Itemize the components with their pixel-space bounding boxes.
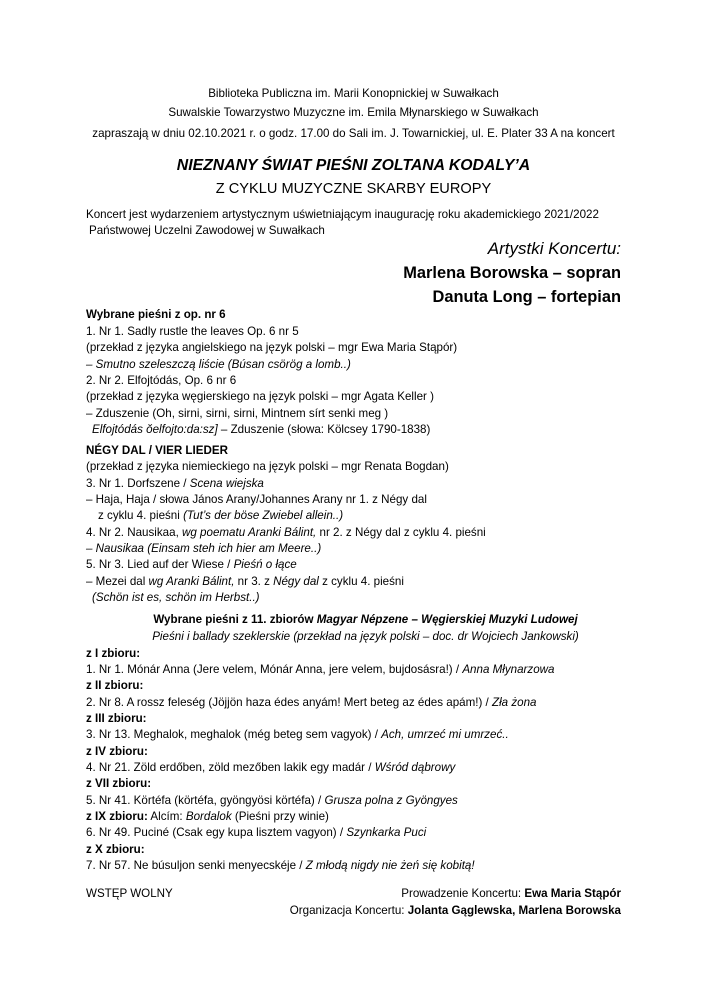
- negy-line-2-b: Scena wiejska: [189, 477, 264, 490]
- concert-host-label: Prowadzenie Koncertu:: [401, 887, 525, 900]
- song-3-a: 3. Nr 13. Meghalok, meghalok (még beteg sem vagyok) /: [86, 728, 382, 741]
- op6-line-7-title: Elfojtódás ŏelfojto:da:sz]: [92, 423, 218, 436]
- concert-organizers-names: Jolanta Gąglewska, Marlena Borowska: [407, 904, 621, 917]
- negy-line-7-b: Pieśń o łące: [233, 558, 297, 571]
- song-3-b: Ach, umrzeć mi umrzeć..: [381, 728, 509, 741]
- collection-9-a: Alcím:: [147, 810, 186, 823]
- concert-organizers: [290, 903, 621, 918]
- op6-line-5: (przekład z języka węgierskiego na język polski – mgr Agata Keller ): [86, 390, 434, 403]
- song-3: [86, 727, 509, 742]
- song-7-b: Z młodą nigdy nie żeń się kobitą!: [305, 859, 475, 872]
- magyar-heading: [0, 612, 707, 627]
- negy-line-5: [86, 525, 486, 540]
- op6-heading: Wybrane pieśni z op. nr 6: [86, 308, 226, 321]
- op6-line-2: (przekład z języka angielskiego na język polski – mgr Ewa Maria Stąpór): [86, 341, 458, 354]
- concert-host-name: Ewa Maria Stąpór: [524, 887, 621, 900]
- collection-9-label: z IX zbioru:: [86, 810, 148, 823]
- song-4-a: 4. Nr 21. Zöld erdőben, zöld mezőben lakik egy madár /: [86, 761, 375, 774]
- negy-line-6: – Nausikaa (Einsam steh ich hier am Meere..): [86, 542, 322, 555]
- negy-line-1: (przekład z języka niemieckiego na język polski – mgr Renata Bogdan): [86, 460, 449, 473]
- negy-line-8-a: – Mezei dal: [86, 575, 149, 588]
- song-4: [86, 760, 455, 775]
- negy-line-5-c: nr 2. z Négy dal z cyklu 4. pieśni: [316, 526, 486, 539]
- description-line-1: Koncert jest wydarzeniem artystycznym uświetniającym inaugurację roku akademickiego 2021/2022: [86, 208, 599, 221]
- negy-line-8-b: wg Aranki Bálint,: [148, 575, 235, 588]
- song-5: [86, 793, 458, 808]
- op6-line-1: 1. Nr 1. Sadly rustle the leaves Op. 6 nr 5: [86, 325, 299, 338]
- negy-line-8-e: z cyklu 4. pieśni: [318, 575, 404, 588]
- negy-line-2-a: 3. Nr 1. Dorfszene /: [86, 477, 190, 490]
- page-subtitle: Z CYKLU MUZYCZNE SKARBY EUROPY: [215, 181, 492, 197]
- song-4-b: Wśród dąbrowy: [374, 761, 456, 774]
- negy-dal-heading: NÉGY DAL / VIER LIEDER: [86, 444, 228, 457]
- negy-line-7-a: 5. Nr 3. Lied auf der Wiese /: [86, 558, 234, 571]
- negy-line-8-c: nr 3. z: [234, 575, 274, 588]
- song-1-b: Anna Młynarzowa: [462, 663, 555, 676]
- artist-piano: Danuta Long – fortepian: [432, 288, 621, 306]
- negy-line-5-a: 4. Nr 2. Nausikaa,: [86, 526, 183, 539]
- collection-9-c: (Pieśni przy winie): [231, 810, 329, 823]
- song-5-b: Grusza polna z Gyöngyes: [324, 794, 458, 807]
- song-6: [86, 825, 426, 840]
- negy-line-7: [86, 557, 297, 572]
- artists-heading: Artystki Koncertu:: [487, 239, 621, 258]
- magyar-heading-a: Wybrane pieśni z 11. zbiorów: [153, 613, 317, 626]
- op6-line-4: 2. Nr 2. Elfojtódás, Op. 6 nr 6: [86, 374, 237, 387]
- negy-line-4-b: (Tut’s der böse Zwiebel allein..): [183, 509, 344, 522]
- negy-line-4: [98, 508, 343, 523]
- invitation-line: zapraszają w dniu 02.10.2021 r. o godz. 17.00 do Sali im. J. Towarnickiej, ul. E. Plater 33 A na koncert: [92, 127, 615, 140]
- collection-7-label: z VII zbioru:: [86, 777, 152, 790]
- magyar-subheading: Pieśni i ballady szeklerskie (przekład na język polski – doc. dr Wojciech Jankowski): [152, 630, 579, 643]
- song-2: [86, 695, 536, 710]
- collection-10-label: z X zbioru:: [86, 843, 145, 856]
- song-2-a: 2. Nr 8. A rossz feleség (Jöjjön haza édes anyám! Mert beteg az édes apám!) /: [86, 696, 492, 709]
- negy-line-3: – Haja, Haja / słowa János Arany/Johannes Arany nr 1. z Négy dal: [86, 493, 427, 506]
- negy-line-4-a: z cyklu 4. pieśni: [98, 509, 184, 522]
- page-title: NIEZNANY ŚWIAT PIEŚNI ZOLTANA KODALY’A: [176, 157, 531, 174]
- collection-1-label: z I zbioru:: [86, 647, 141, 660]
- op6-line-7: [92, 422, 430, 437]
- free-entry: WSTĘP WOLNY: [86, 887, 173, 900]
- song-6-b: Szynkarka Puci: [346, 826, 427, 839]
- artist-soprano: Marlena Borowska – sopran: [403, 264, 621, 282]
- concert-organizers-label: Organizacja Koncertu:: [289, 904, 408, 917]
- song-6-a: 6. Nr 49. Puciné (Csak egy kupa lisztem vagyon) /: [86, 826, 347, 839]
- description-line-2: Państwowej Uczelni Zawodowej w Suwałkach: [89, 224, 325, 237]
- song-7: [86, 858, 475, 873]
- negy-line-2: [86, 476, 264, 491]
- org-line-1: Biblioteka Publiczna im. Marii Konopnickiej w Suwałkach: [208, 87, 499, 100]
- negy-line-8: [86, 574, 404, 589]
- concert-host: [401, 886, 621, 901]
- song-7-a: 7. Nr 57. Ne búsuljon senki menyecskéje /: [86, 859, 306, 872]
- song-5-a: 5. Nr 41. Körtéfa (körtéfa, gyöngyösi körtéfa) /: [86, 794, 325, 807]
- song-2-b: Zła żona: [492, 696, 537, 709]
- op6-line-3: – Smutno szeleszczą liście (Búsan csörög a lomb..): [86, 358, 351, 371]
- collection-9-b: Bordalok: [185, 810, 232, 823]
- op6-line-7-rest: – Zduszenie (słowa: Kölcsey 1790-1838): [217, 423, 431, 436]
- op6-line-6: – Zduszenie (Oh, sirni, sirni, sirni, Mintnem sírt senki meg ): [86, 407, 389, 420]
- collection-3-label: z III zbioru:: [86, 712, 147, 725]
- song-1: [86, 662, 554, 677]
- org-line-2: Suwalskie Towarzystwo Muzyczne im. Emila Młynarskiego w Suwałkach: [168, 106, 539, 119]
- negy-line-8-d: Négy dal: [273, 575, 319, 588]
- collection-2-label: z II zbioru:: [86, 679, 144, 692]
- negy-line-9: (Schön ist es, schön im Herbst..): [92, 591, 260, 604]
- collection-9-line: [86, 809, 329, 824]
- collection-4-label: z IV zbioru:: [86, 745, 148, 758]
- magyar-heading-b: Magyar Népzene – Węgierskiej Muzyki Ludowej: [316, 613, 578, 626]
- song-1-a: 1. Nr 1. Mónár Anna (Jere velem, Mónár Anna, jere velem, bujdosásra!) /: [86, 663, 463, 676]
- negy-line-5-b: wg poematu Aranki Bálint,: [182, 526, 317, 539]
